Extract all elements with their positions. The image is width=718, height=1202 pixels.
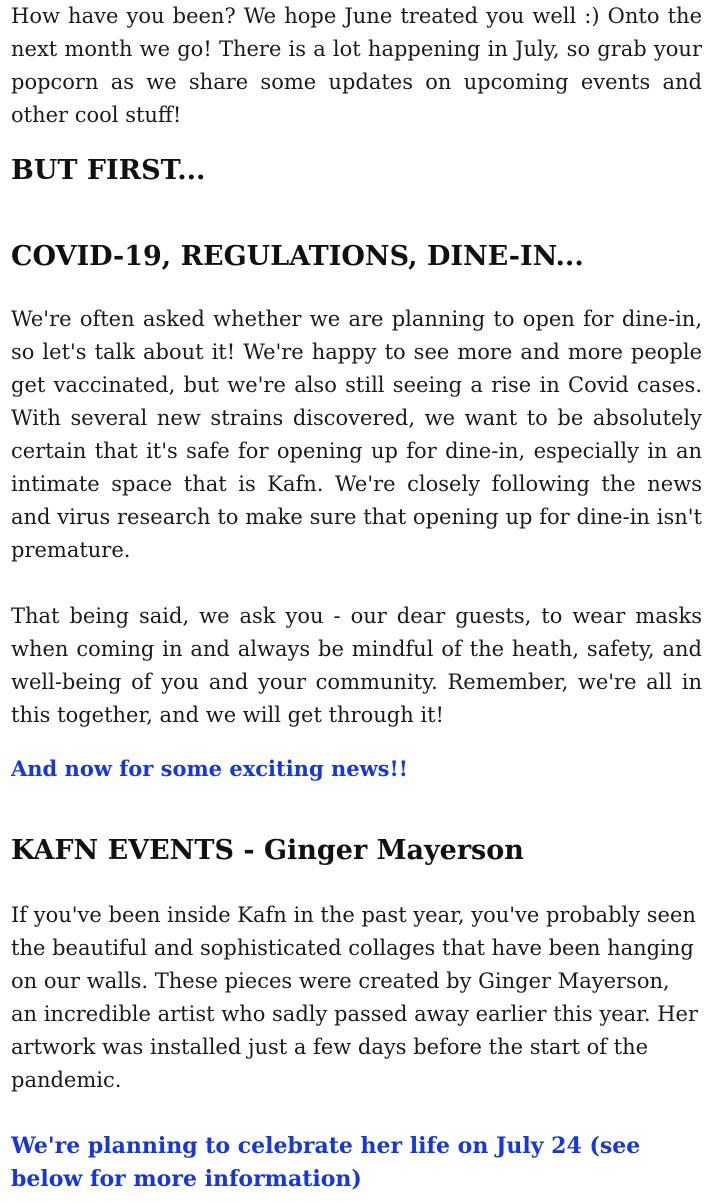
- covid-paragraph-2: That being said, we ask you - our dear guests, to wear masks when coming in and always be mindful of the heath, safety, and well-being of you and your community. Remember, we're all in this together, and we will get through it!: [11, 604, 702, 727]
- covid-paragraph-1: We're often asked whether we are planning to open for dine-in, so let's talk about it! We're happy to see more and more people get vaccinated, but we're also still seeing a rise in Covid cases. With several new strains discovered, we want to be absolutely certain that it's safe for opening up for dine-in, especially in an intimate space that is Kafn. We're closely following the news and virus research to make sure that opening up for dine-in isn't premature.: [11, 307, 702, 562]
- exciting-news-text: And now for some exciting news!!: [11, 756, 408, 781]
- heading-kafn-events: KAFN EVENTS - Ginger Mayerson: [11, 835, 524, 866]
- intro-paragraph: How have you been? We hope June treated you well :) Onto the next month we go! There is a lot happening in July, so grab your popcorn as we share some updates on upcoming events and other cool stuff!: [11, 4, 702, 127]
- celebrate-text: We're planning to celebrate her life on July 24 (see below for more information): [11, 1133, 641, 1192]
- events-paragraph-1: If you've been inside Kafn in the past year, you've probably seen the beautiful and sophisticated collages that have been hanging on our walls. These pieces were created by Ginger Mayerson, an incredible artist who sadly passed away earlier this year. Her artwork was installed just a few days before the start of the pandemic.: [11, 903, 699, 1092]
- heading-covid: COVID-19, REGULATIONS, DINE-IN...: [11, 241, 584, 272]
- heading-but-first: BUT FIRST...: [11, 155, 206, 186]
